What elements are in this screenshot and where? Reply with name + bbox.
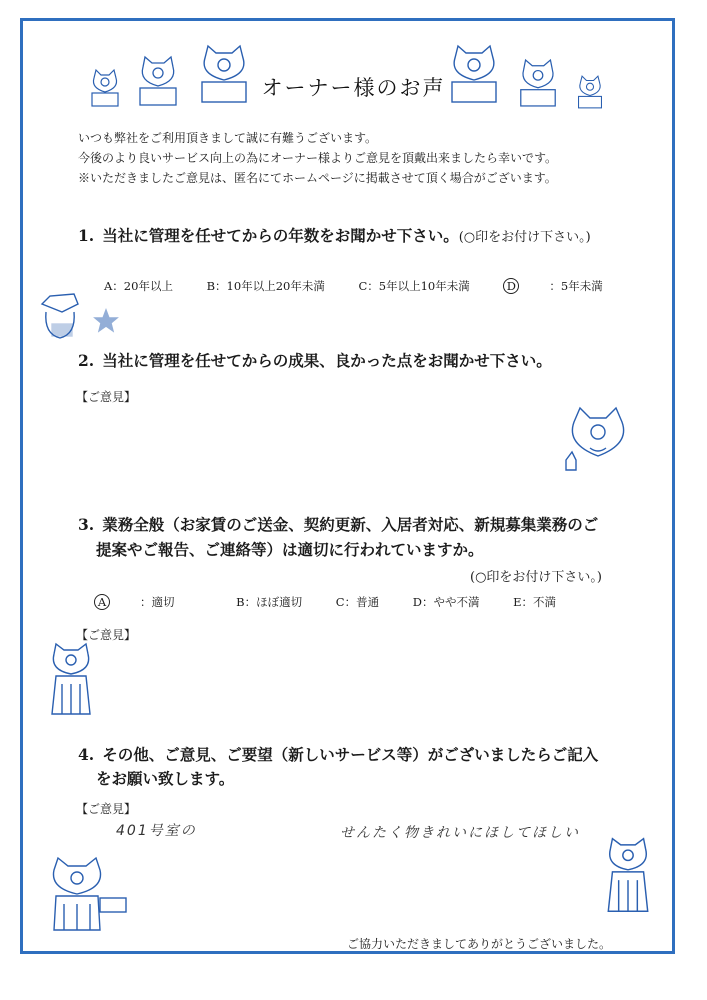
mascot-dog-sign-icon xyxy=(42,854,132,934)
mascot-dog-bow-icon xyxy=(600,834,656,918)
question-3-options xyxy=(94,594,586,610)
intro-text xyxy=(78,128,557,188)
selection-circle: D xyxy=(503,278,519,294)
question-number: 3. xyxy=(78,515,95,534)
mascot-dog-thumbs-up-icon xyxy=(560,404,636,478)
mascot-dog-bow-icon xyxy=(44,640,98,720)
handwritten-room: 401号室の xyxy=(116,823,197,839)
selection-circle: A xyxy=(94,594,110,610)
question-2 xyxy=(78,349,552,371)
opinion-label: 【ご意見】 xyxy=(76,802,137,816)
question-text: 業務全般（お家賃のご送金、契約更新、入居者対応、新規募集業務のご xyxy=(102,515,599,534)
option-b[interactable]: B：ほぼ適切 xyxy=(236,595,303,609)
opinion-label: 【ご意見】 xyxy=(76,390,137,404)
question-number: 4. xyxy=(78,745,95,764)
option-e[interactable]: E：不満 xyxy=(513,595,557,609)
question-4-line-2: をお願い致します。 xyxy=(96,769,235,788)
handwritten-comment: せんたく物きれいにほしてほしい xyxy=(340,825,580,841)
option-d[interactable]: D：やや不満 xyxy=(412,595,480,609)
question-text: その他、ご意見、ご要望（新しいサービス等）がございましたらご記入 xyxy=(102,745,599,764)
question-1-options xyxy=(104,278,633,294)
intro-line: ※いただきましたご意見は、匿名にてホームページに掲載させて頂く場合がございます。 xyxy=(78,171,557,185)
option-c[interactable]: C：5年以上10年未満 xyxy=(358,279,470,293)
question-text: 当社に管理を任せてからの成果、良かった点をお聞かせ下さい。 xyxy=(102,351,552,370)
question-4-line-1 xyxy=(78,743,598,765)
question-text: 当社に管理を任せてからの年数をお聞かせ下さい。 xyxy=(102,226,459,245)
option-a-label: ：適切 xyxy=(140,595,175,609)
page-title: オーナー様のお声 xyxy=(261,76,446,100)
question-3-note: (○印をお付け下さい。) xyxy=(470,570,602,585)
closing-message: ご協力いただきましてありがとうございました。 xyxy=(346,937,611,951)
option-a[interactable]: A：20年以上 xyxy=(104,279,173,293)
question-1 xyxy=(78,224,591,246)
option-a-selected[interactable] xyxy=(94,595,205,609)
question-3-line-2: 提案やご報告、ご連絡等）は適切に行われていますか。 xyxy=(96,540,484,559)
intro-line: 今後のより良いサービス向上の為にオーナー様よりご意見を頂戴出来ましたら幸いです。 xyxy=(78,151,558,165)
opinion-label: 【ご意見】 xyxy=(76,628,137,642)
option-d-label: ：5年未満 xyxy=(549,279,603,293)
question-note: (○印をお付け下さい。) xyxy=(458,230,591,245)
question-number: 2. xyxy=(78,351,95,370)
option-c[interactable]: C：普通 xyxy=(335,595,380,609)
intro-line: いつも弊社をご利用頂きまして誠に有難うございます。 xyxy=(78,131,378,145)
mascot-star-icon xyxy=(34,290,134,348)
option-d-selected[interactable] xyxy=(503,279,632,293)
question-number: 1. xyxy=(78,226,95,245)
question-3-line-1 xyxy=(78,513,598,535)
option-b[interactable]: B：10年以上20年未満 xyxy=(206,279,325,293)
